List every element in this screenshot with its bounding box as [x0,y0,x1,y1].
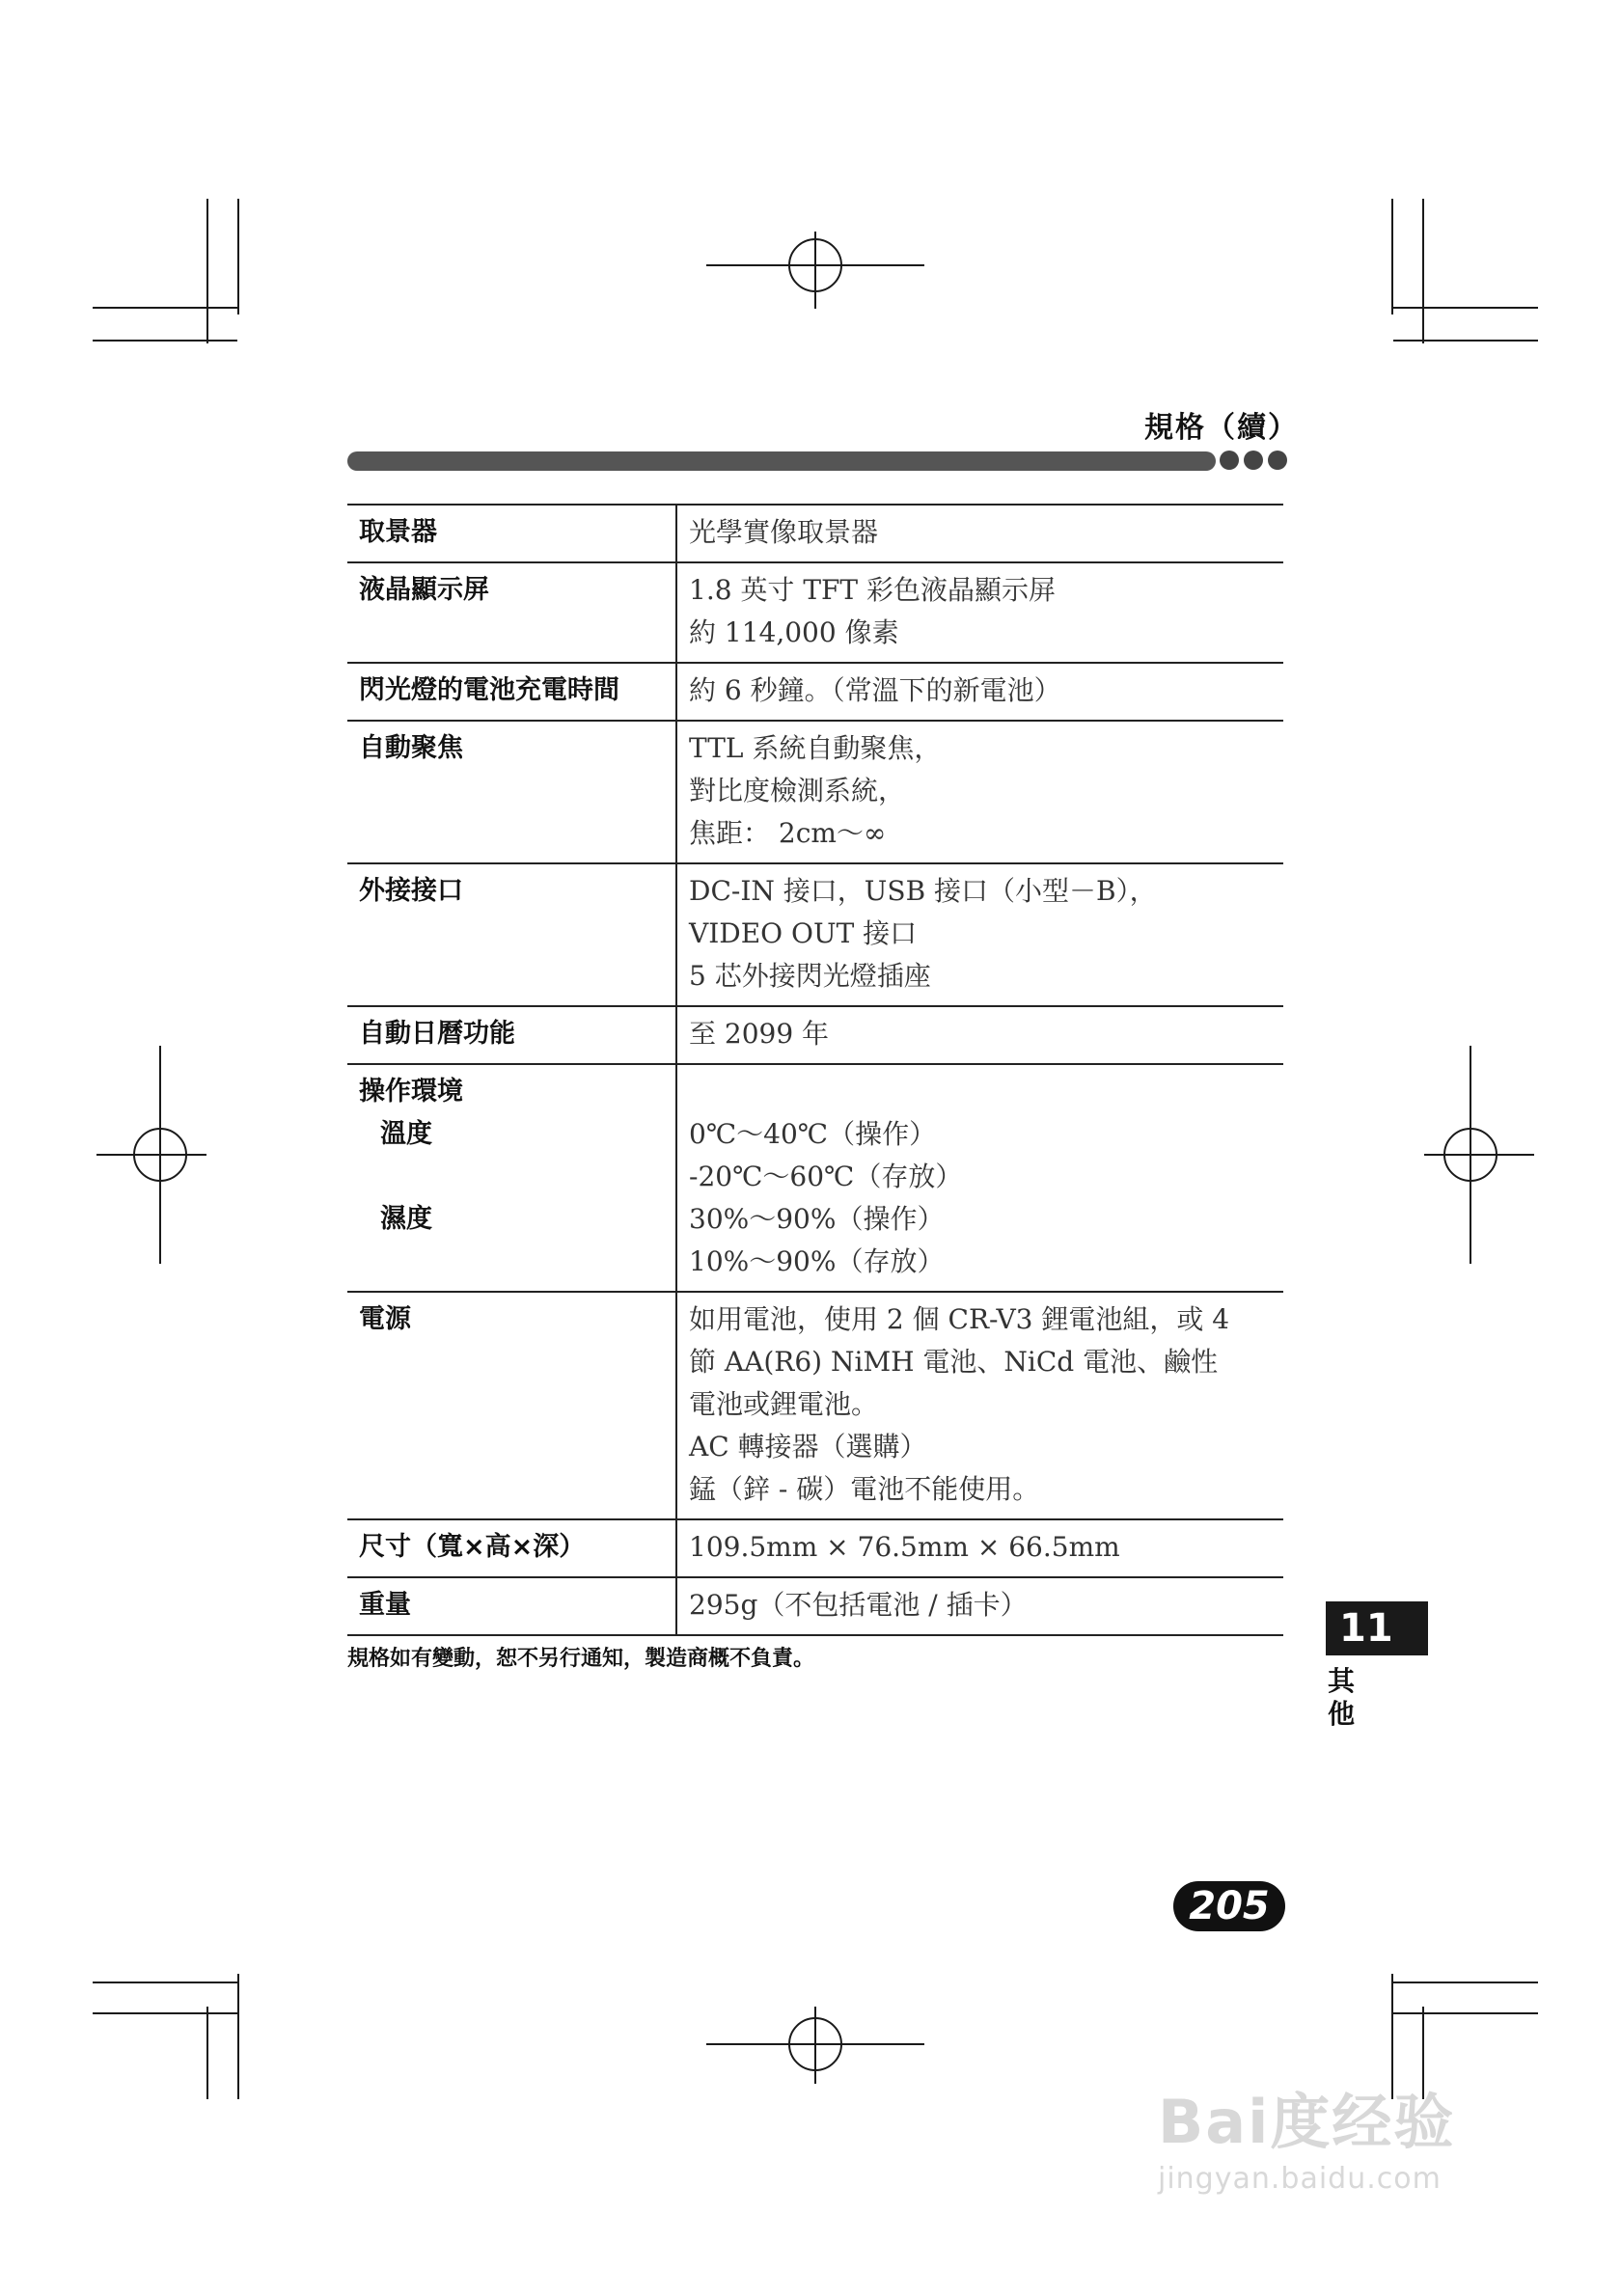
spec-label: 外接接口 [347,863,676,1006]
section-title: 規格（續） [1144,411,1299,445]
spec-line: 295g（不包括電池 / 插卡） [689,1589,1028,1621]
spec-line: -20℃～60℃（存放） [689,1161,963,1192]
spec-value [676,1519,1283,1577]
table-row [347,1006,1283,1064]
spec-line: 錳（鋅 - 碳）電池不能使用。 [689,1473,1040,1505]
spec-line: 至 2099 年 [689,1018,830,1050]
spec-line: TTL 系統自動聚焦， [689,732,942,764]
table-row [347,863,1283,1006]
spec-line: 對比度檢測系統， [689,775,906,806]
header-rule [347,451,1216,471]
spec-line: DC-IN 接口，USB 接口（小型－B）， [689,875,1157,907]
footnote: 規格如有變動，恕不另行通知，製造商概不負責。 [347,1647,815,1671]
table-row [347,1577,1283,1635]
table-row [347,562,1283,663]
spec-value [676,1006,1283,1064]
table-row [347,1292,1283,1519]
watermark-url: jingyan.baidu.com [1158,2162,1442,2196]
spec-table [347,504,1283,1636]
spec-label [347,1064,676,1292]
spec-line: 1.8 英寸 TFT 彩色液晶顯示屏 [689,574,1057,606]
spec-label-text: 操作環境 [359,1077,463,1107]
chapter-label: 其他 [1328,1665,1356,1730]
spec-label: 自動聚焦 [347,721,676,863]
spec-value [676,721,1283,863]
spec-line: 如用電池，使用 2 個 CR-V3 鋰電池組，或 4 [689,1303,1230,1335]
table-row [347,1519,1283,1577]
page-number: 205 [1173,1881,1285,1931]
spec-line: 電池或鋰電池。 [689,1388,879,1420]
spec-label: 電源 [347,1292,676,1519]
spec-line: 約 114,000 像素 [689,616,899,648]
spec-line: 10%～90%（存放） [689,1245,945,1277]
spec-sublabel-temperature: 溫度 [380,1119,432,1149]
spec-value [676,863,1283,1006]
spec-label: 重量 [347,1577,676,1635]
spec-line: 光學實像取景器 [689,516,879,548]
chapter-number: 11 [1326,1601,1428,1655]
table-row [347,663,1283,721]
table-row [347,1064,1283,1292]
watermark [1158,2074,1455,2196]
header-dots [1220,451,1287,470]
spec-value [676,663,1283,721]
spec-value [676,1292,1283,1519]
spec-value [676,1577,1283,1635]
spec-label: 尺寸（寬×高×深） [347,1519,676,1577]
spec-line: 約 6 秒鐘。（常溫下的新電池） [689,674,1061,706]
spec-line: VIDEO OUT 接口 [689,917,918,949]
spec-line: 焦距： 2cm～∞ [689,817,887,849]
table-row [347,721,1283,863]
watermark-logo: Bai度经验 [1158,2087,1456,2157]
spec-line: 節 AA(R6) NiMH 電池、NiCd 電池、鹼性 [689,1346,1219,1378]
spec-label: 液晶顯示屏 [347,562,676,663]
table-row [347,505,1283,562]
spec-label: 閃光燈的電池充電時間 [347,663,676,721]
spec-line: 5 芯外接閃光燈插座 [689,960,931,992]
spec-label: 自動日曆功能 [347,1006,676,1064]
spec-value [676,1064,1283,1292]
spec-value [676,505,1283,562]
spec-line: AC 轉接器（選購） [689,1431,927,1462]
spec-value [676,562,1283,663]
spec-sublabel-humidity: 濕度 [380,1204,432,1234]
spec-line: 109.5mm × 76.5mm × 66.5mm [689,1531,1120,1563]
spec-line: 30%～90%（操作） [689,1203,945,1235]
spec-line: 0℃～40℃（操作） [689,1118,937,1150]
spec-label: 取景器 [347,505,676,562]
